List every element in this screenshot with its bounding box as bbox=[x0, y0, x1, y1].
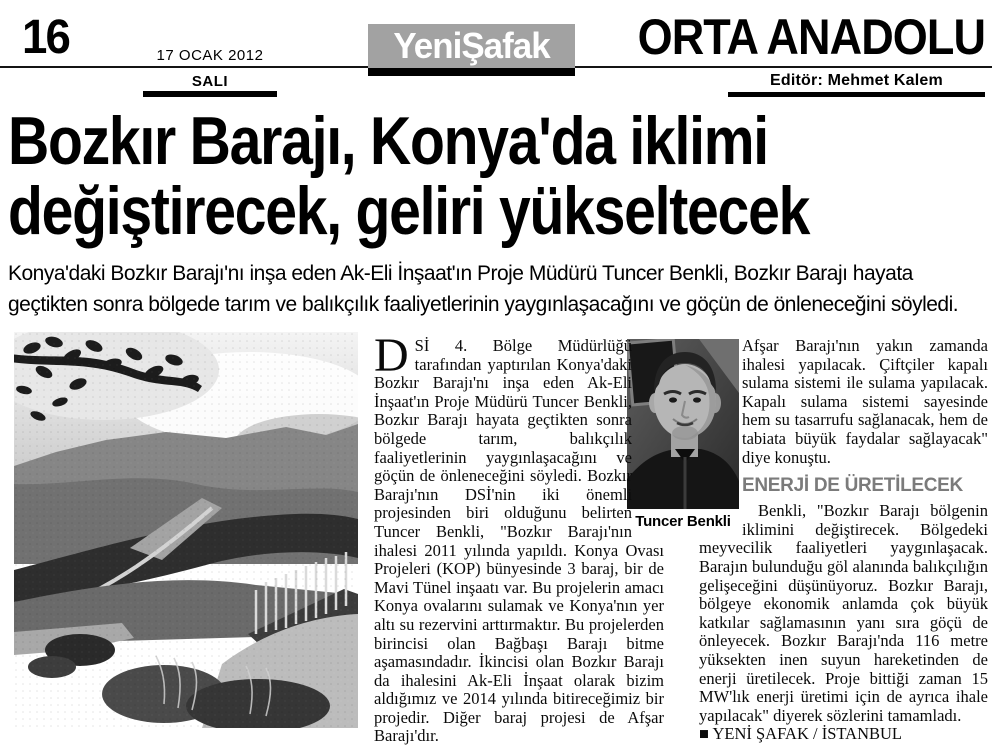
landscape-photo bbox=[14, 332, 358, 728]
logo-underline-bar bbox=[368, 68, 575, 76]
article-paragraph-3: Benkli, "Bozkır Barajı bölgenin iklimini değiştirecek. Bölgedeki meyvecilik faaliyetleri yaygınlaşacak. Barajın bulunduğu göl alanında balıkçılığın gelişeceğini düşünüyoruz. Bozkır Barajı, bölgeye ekonomik anlamda çok büyük katkılar sağlamasının yanı sıra göçü de önleyecek. Bozkır Barajı'nda 116 metre yüksekten inen suyun hareketinden de enerji üretilecek. Proje bittiği zaman 15 MW'lık enerji üretimi için de ayrıca ihale yapılacak" diyerek sözlerini tamamladı. bbox=[699, 501, 988, 725]
date-label: 17 OCAK 2012 bbox=[156, 47, 264, 64]
article-column-1 bbox=[374, 329, 664, 746]
source-signoff: ■ YENİ ŞAFAK / İSTANBUL bbox=[699, 724, 902, 744]
article-paragraph-1-text: Sİ 4. Bölge Müdürlüğü tarafından yaptırılan Konya'daki Bozkır Barajı'nı inşa eden Ak-Eli İnşaat'ın Proje Müdürü Tuncer Benkli, Bozkır Barajı hayata geçtikten sonra bölgede tarım, balıkçılık faaliyetlerinin yaygınlaşacağını ve göçün de önleneceğini söyledi. Bozkır Barajı'nın DSİ'nin iki önemli projesinden biri olduğunu belirten Tuncer Benkli, "Bozkır Barajı'nın ihalesi 2011 yılında yapıldı. Konya Ovası Projeleri (KOP) bünyesinde 3 baraj, bir de Mavi Tünel inşaatı var. Bu projelerin amacı Konya ovalarını sulamak ve Konya'nın yer altı su rezervini arttırmaktır. Bu projelerden birincisi olan Bağbaşı Barajı bitme aşamasındadır. İkincisi olan Bozkır Barajı da ihalesini Ak-Eli İnşaat olarak bizim aldığımız ve 2014 yılında bitireceğimiz bir projedir. Diğer baraj projesi de Afşar Barajı'dır. bbox=[374, 336, 664, 746]
day-label: SALI bbox=[191, 73, 229, 90]
day-underline bbox=[143, 91, 277, 97]
editor-label: Editör: Mehmet Kalem bbox=[770, 72, 943, 89]
drop-cap: D bbox=[374, 329, 409, 382]
section-title: ORTA ANADOLU bbox=[637, 9, 985, 65]
headline-line-2: değiştirecek, geliri yükseltecek bbox=[8, 173, 810, 249]
lede-paragraph: Konya'daki Bozkır Barajı'nı inşa eden Ak-Eli İnşaat'ın Proje Müdürü Tuncer Benkli, Bozkır Barajı hayata geçtikten sonra bölgede tarım ve balıkçılık faaliyetlerinin yaygınlaşacağını ve göçün de önleneceğini söyledi. bbox=[8, 262, 959, 316]
photo-wrap-spacer bbox=[699, 337, 742, 536]
page-number: 16 bbox=[22, 11, 69, 64]
editor-underline bbox=[728, 92, 985, 97]
headline bbox=[8, 103, 962, 249]
newspaper-logo bbox=[368, 24, 575, 68]
article-column-2 bbox=[699, 337, 988, 744]
article-paragraph-2: Afşar Barajı'nın yakın zamanda ihalesi yapılacak. Çiftçiler kapalı sulama sistemi ile sulama yapılacak. Kapalı sulama sistemi sayesinde hem su tasarrufu sağlanacak, hem de tabiata büyük faydalar sağlayacak" diye konuştu. bbox=[742, 336, 988, 467]
subhead-enerji: ENERJİ DE ÜRETİLECEK bbox=[742, 475, 963, 497]
photo-caption: Tuncer Benkli bbox=[635, 513, 731, 530]
article-paragraph-1 bbox=[374, 329, 664, 746]
headline-line-1: Bozkır Barajı, Konya'da iklimi bbox=[8, 103, 768, 179]
newspaper-logo-text: YeniŞafak bbox=[393, 25, 550, 66]
photo-wrap-spacer bbox=[632, 337, 664, 533]
